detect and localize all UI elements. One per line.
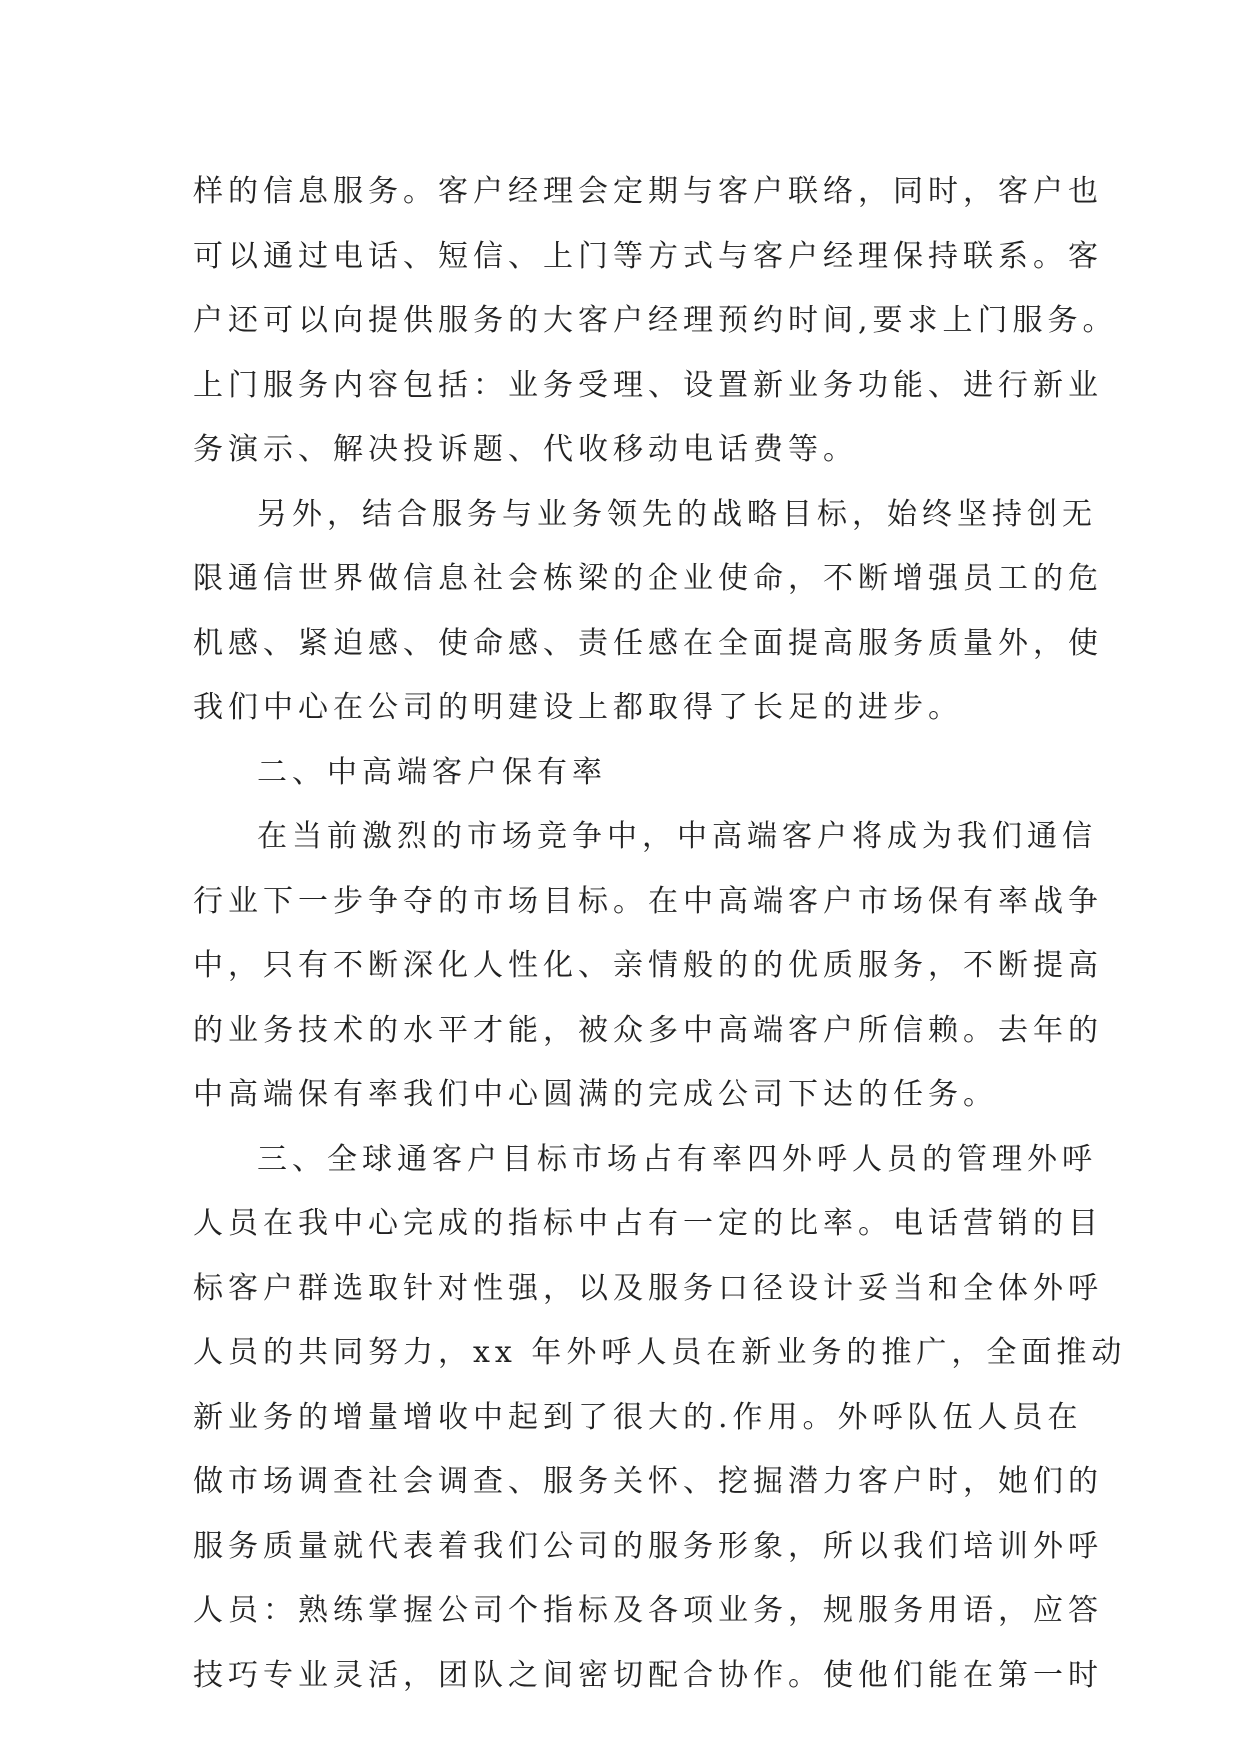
text-line: 人员在我中心完成的指标中占有一定的比率。电话营销的目 — [193, 1206, 1103, 1241]
text-line: 新业务的增量增收中起到了很大的.作用。外呼队伍人员在 — [193, 1399, 1083, 1435]
text-line: 中高端保有率我们中心圆满的完成公司下达的任务。 — [193, 1077, 998, 1112]
text-line: 人员的共同努力，xx 年外呼人员在新业务的推广，全面推动 — [193, 1335, 1127, 1370]
paragraph-first-line: 在当前激烈的市场竞争中，中高端客户将成为我们通信 — [257, 819, 1097, 854]
text-line: 上门服务内容包括：业务受理、设置新业务功能、进行新业 — [193, 367, 1103, 403]
text-line: 机感、紧迫感、使命感、责任感在全面提高服务质量外，使 — [193, 625, 1103, 661]
text-line: 我们中心在公司的明建设上都取得了长足的进步。 — [193, 690, 963, 725]
paragraph-first-line: 三、全球通客户目标市场占有率四外呼人员的管理外呼 — [257, 1141, 1097, 1177]
text-line: 务演示、解决投诉题、代收移动电话费等。 — [193, 432, 858, 467]
text-line: 户还可以向提供服务的大客户经理预约时间,要求上门服务。 — [193, 303, 1118, 338]
text-line: 行业下一步争夺的市场目标。在中高端客户市场保有率战争 — [193, 883, 1103, 919]
paragraph-first-line: 另外，结合服务与业务领先的战略目标，始终坚持创无 — [257, 496, 1097, 532]
text-line: 可以通过电话、短信、上门等方式与客户经理保持联系。客 — [193, 238, 1103, 274]
text-line: 做市场调查社会调查、服务关怀、挖掘潜力客户时，她们的 — [193, 1464, 1103, 1499]
document-body — [193, 160, 1127, 1708]
text-line: 技巧专业灵活，团队之间密切配合协作。使他们能在第一时 — [193, 1657, 1103, 1693]
text-line: 样的信息服务。客户经理会定期与客户联络，同时，客户也 — [193, 174, 1103, 209]
text-line: 限通信世界做信息社会栋梁的企业使命，不断增强员工的危 — [193, 561, 1103, 596]
text-line: 人员：熟练掌握公司个指标及各项业务，规服务用语，应答 — [193, 1593, 1103, 1628]
section-heading: 二、中高端客户保有率 — [257, 754, 607, 790]
text-line: 的业务技术的水平才能，被众多中高端客户所信赖。去年的 — [193, 1012, 1103, 1048]
text-line: 标客户群选取针对性强，以及服务口径设计妥当和全体外呼 — [193, 1270, 1103, 1306]
text-line: 中，只有不断深化人性化、亲情般的的优质服务，不断提高 — [193, 948, 1103, 983]
text-line: 服务质量就代表着我们公司的服务形象，所以我们培训外呼 — [193, 1528, 1103, 1564]
